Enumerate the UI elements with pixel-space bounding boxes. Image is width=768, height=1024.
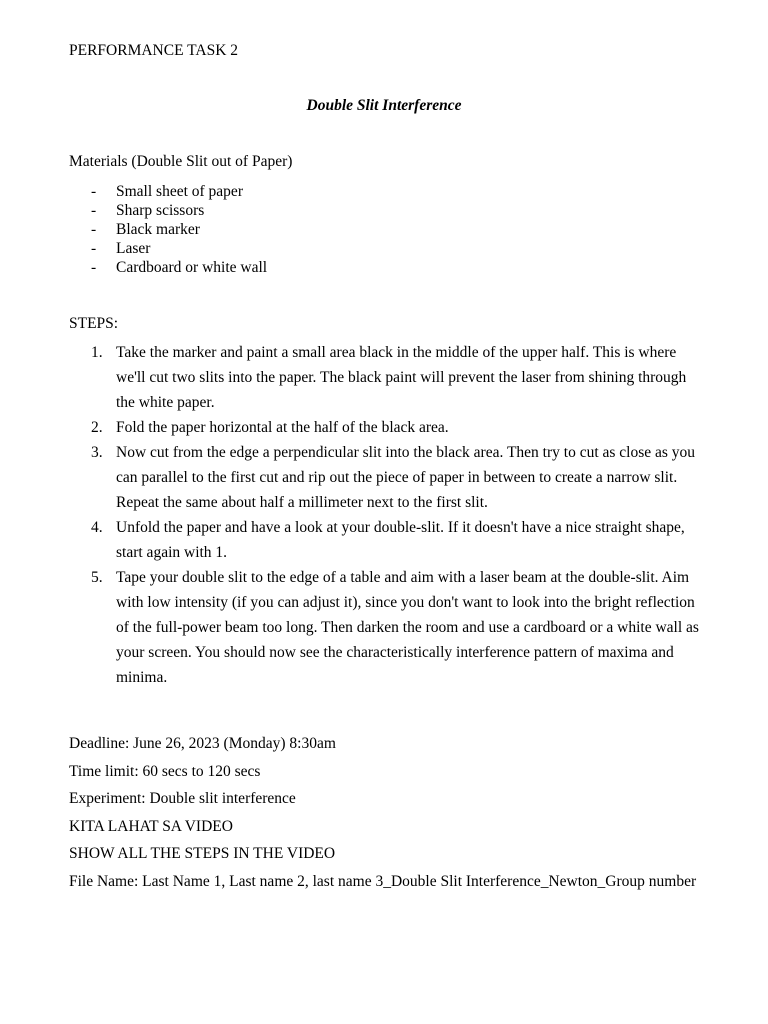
steps-list [69, 340, 709, 690]
material-item-text: Black marker [116, 221, 200, 238]
step-number: 1. [91, 344, 103, 361]
video-note-text: KITA LAHAT SA VIDEO [69, 817, 233, 835]
step-item [69, 415, 709, 440]
material-item-text: Cardboard or white wall [116, 259, 268, 276]
step-number: 5. [91, 569, 103, 586]
step-text: Now cut from the edge a perpendicular slit into the black area. Then try to cut as close as you can parallel to the first cut and rip out the piece of paper in between to create a narrow slit. Repeat the same about half a millimeter next to the first slit. [116, 444, 696, 511]
material-item-text: Small sheet of paper [116, 183, 243, 200]
step-number: 4. [91, 519, 103, 536]
list-bullet: - [91, 183, 97, 200]
step-number: 2. [91, 419, 103, 436]
step-number: 3. [91, 444, 103, 461]
step-item [69, 515, 709, 565]
list-bullet: - [91, 221, 97, 238]
step-text: Take the marker and paint a small area black in the middle of the upper half. This is where we'll cut two slits into the paper. The black paint will prevent the laser from shining through the white paper. [116, 344, 687, 411]
step-item [69, 340, 709, 415]
material-item-text: Sharp scissors [116, 202, 205, 219]
list-bullet: - [91, 240, 97, 257]
file-name-text: File Name: Last Name 1, Last name 2, last name 3_Double Slit Interference_Newton_Group number [69, 872, 697, 890]
step-item [69, 440, 709, 515]
step-text: Fold the paper horizontal at the half of the black area. [116, 419, 449, 436]
material-item-text: Laser [116, 240, 151, 257]
step-item [69, 565, 709, 690]
task-info [69, 730, 696, 896]
video-steps-note-text: SHOW ALL THE STEPS IN THE VIDEO [69, 845, 336, 863]
experiment-text: Experiment: Double slit interference [69, 790, 296, 808]
step-text: Tape your double slit to the edge of a table and aim with a laser beam at the double-slit. Aim with low intensity (if you can adjust it), since you don't want to look into the bright reflection of the full-power beam too long. Then darken the room and use a cardboard or a white wall as your screen. You should now see the characteristically interference pattern of maxima and minima. [116, 569, 699, 686]
deadline-text: Deadline: June 26, 2023 (Monday) 8:30am [69, 735, 336, 752]
list-bullet: - [91, 202, 97, 219]
time-limit-text: Time limit: 60 secs to 120 secs [69, 762, 261, 780]
materials-heading: Materials (Double Slit out of Paper) [69, 153, 293, 170]
list-bullet: - [91, 259, 97, 276]
document-title: Double Slit Interference [306, 97, 462, 114]
steps-heading: STEPS: [69, 315, 119, 332]
document-header: PERFORMANCE TASK 2 [69, 42, 239, 59]
step-text: Unfold the paper and have a look at your double-slit. If it doesn't have a nice straight shape, start again with 1. [116, 519, 685, 561]
